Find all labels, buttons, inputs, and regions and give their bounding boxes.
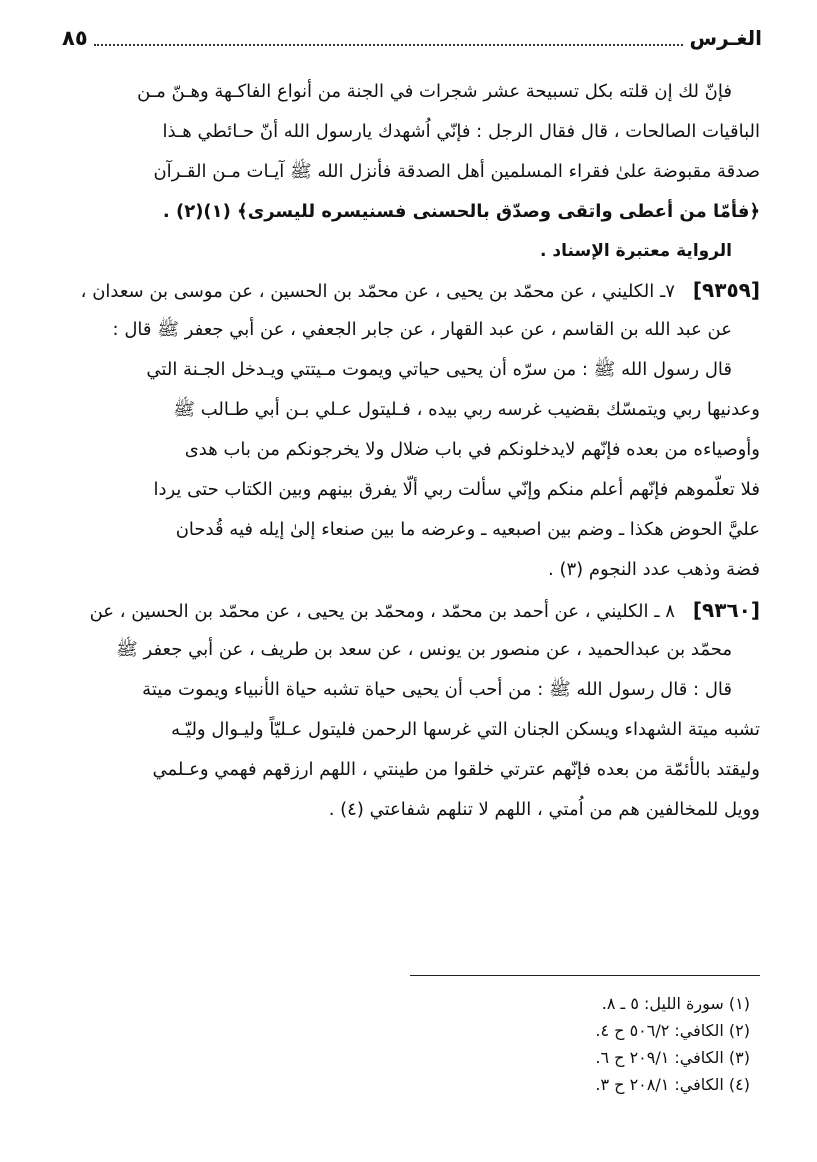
quran-verse-line: ﴿فأمّا من أعطى واتقى وصدّق بالحسنى فسنيسره لليسرى﴾ (١)(٢) . [162, 201, 760, 222]
text-line: فضة وذهب عدد النجوم (٣) . [548, 559, 760, 580]
text-line: محمّد بن عبدالحميد ، عن منصور بن يونس ، عن سعد بن طريف ، عن أبي جعفر ﷺ [116, 639, 732, 660]
text-line: صدقة مقبوضة علىٰ فقراء المسلمين أهل الصدقة فأنزل الله ﷺ آيـات مـن القـرآن [153, 161, 760, 182]
text-line: وعدنيها ربي ويتمسّك بقضيب غرسه ربي بيده ، فـليتول عـلي بـن أبي طـالب ﷺ [173, 399, 760, 420]
text-line: الباقيات الصالحات ، قال فقال الرجل : فإنّي اُشهدك يارسول الله أنّ حـائطي هـذا [162, 121, 760, 142]
hadith-9359-first-line [60, 270, 760, 310]
text-line: وويل للمخالفين هم من اُمتي ، اللهم لا تنلهم شفاعتي (٤) . [328, 799, 760, 820]
text-line: فلا تعلّموهم فإنّهم أعلم منكم وإنّي سألت ربي ألّا يفرق بينهم وبين الكتاب حتى يردا [153, 479, 760, 500]
footnote-separator [410, 975, 760, 976]
footnotes [410, 990, 750, 1098]
text-line: ٨ ـ الكليني ، عن أحمد بن محمّد ، ومحمّد بن يحيى ، عن محمّد بن الحسين ، عن [89, 601, 675, 622]
text-line: وأوصياءه من بعده فإنّهم لايدخلونكم في باب ضلال ولا يخرجونكم من باب هدى [184, 439, 760, 460]
record-number: [٩٣٥٩] [692, 278, 760, 302]
text-line: ٧ـ الكليني ، عن محمّد بن يحيى ، عن محمّد بن الحسين ، عن موسى بن سعدان ، [80, 281, 675, 302]
footnote: (٢) الكافي: ٥٠٦/٢ ح ٤. [595, 1021, 750, 1040]
page-number: ٨٥ [62, 26, 88, 50]
footnote: (٤) الكافي: ٢٠٨/١ ح ٣. [595, 1075, 750, 1094]
record-number: [٩٣٦٠] [692, 598, 760, 622]
footnote: (١) سورة الليل: ٥ ـ ٨. [601, 994, 750, 1013]
text-line: وليقتد بالأئمّة من بعده فإنّهم عترتي خلقوا من طينتي ، اللهم ارزقهم فهمي وعـلمي [152, 759, 760, 780]
text-line: قال : قال رسول الله ﷺ : من أحب أن يحيى حياة تشبه حياة الأنبياء ويموت ميتة [142, 679, 732, 700]
main-text [60, 72, 760, 830]
chapter-title: الغـرس [689, 26, 762, 50]
chain-grade-note: الرواية معتبرة الإسناد . [540, 241, 732, 261]
text-line: تشبه ميتة الشهداء ويسكن الجنان التي غرسها الرحمن فليتول عـليّاً وليـوال وليّـه [171, 719, 760, 740]
text-line: عليَّ الحوض هكذا ـ وضم بين اصبعيه ـ وعرضه ما بين صنعاء إلىٰ إيله فيه قُدحان [175, 519, 760, 540]
hadith-9360-first-line [60, 590, 760, 630]
running-header [62, 22, 762, 54]
text-line: عن عبد الله بن القاسم ، عن عبد القهار ، عن جابر الجعفي ، عن أبي جعفر ﷺ قال : [112, 319, 732, 340]
header-leader-dots [94, 30, 684, 46]
text-line: فإنّ لك إن قلته بكل تسبيحة عشر شجرات في الجنة من أنواع الفاكـهة وهـنّ مـن [137, 81, 732, 102]
footnote: (٣) الكافي: ٢٠٩/١ ح ٦. [595, 1048, 750, 1067]
text-line: قال رسول الله ﷺ : من سرّه أن يحيى حياتي ويموت مـيتتي ويـدخل الجـنة التي [146, 359, 732, 380]
